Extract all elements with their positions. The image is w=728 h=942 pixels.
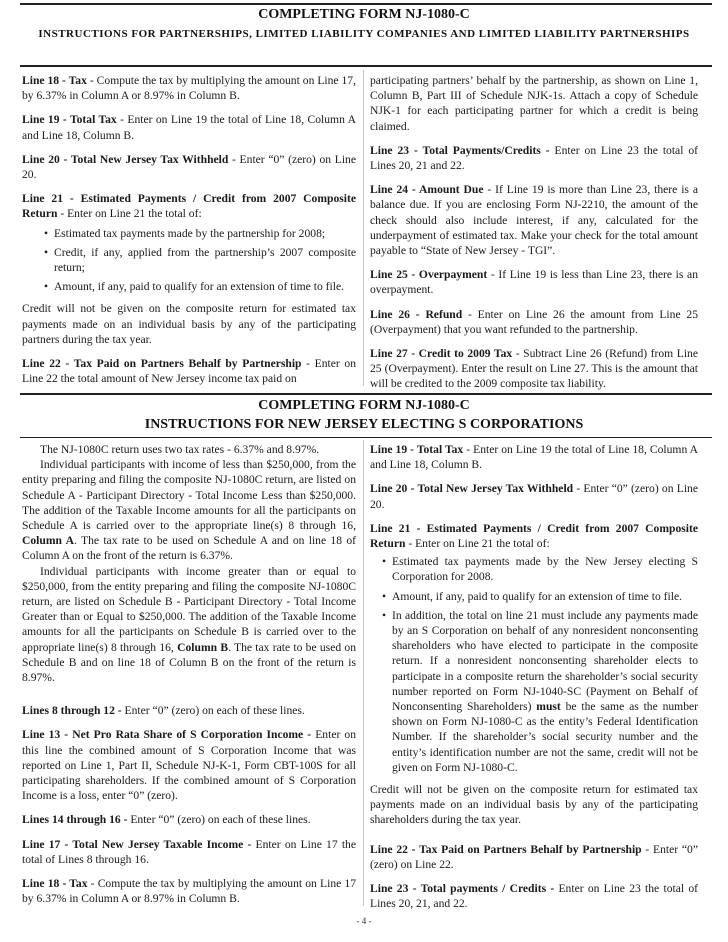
s2-line20: Line 20 - Total New Jersey Tax Withheld - Enter “0” (zero) on Line 20. [370,482,698,511]
section2-right-column [370,442,698,911]
section1-column-divider [363,70,364,386]
list-item: • Estimated tax payments made by the New Jersey electing S Corporation for 2008. [382,554,698,584]
s1-line27: Line 27 - Credit to 2009 Tax - Subtract Line 26 (Refund) from Line 25 (Overpayment). Enter the result on Line 27. This is the amount that will be credited to the 2009 composite tax liability. [370,347,698,391]
list-item: • Amount, if any, paid to qualify for an extension of time to file. [44,279,356,294]
section2-header-rule [20,437,712,438]
section2-title: COMPLETING FORM NJ-1080-C [258,398,470,413]
s1-line23: Line 23 - Total Payments/Credits - Enter on Line 23 the total of Lines 20, 21 and 22. [370,143,698,173]
s2-intro-schedule-b: Individual participants with income greater than or equal to $250,000, from the entity preparing and filing the composite NJ-1080C return, are listed on Schedule B - Participant Directory - Total Income Greater than or Equal to $250,000. The addition of the Taxable Income amounts for all the participants on Schedule B is carried over to the appropriate line(s) 8 through 16, Column B. The tax rate to be used on Schedule B and on line 18 of Column B on the front of the return is 8.97%. [22,564,356,685]
s2-intro-rates: The NJ-1080C return uses two tax rates - 6.37% and 8.97%. [40,443,320,456]
section2-subtitle: INSTRUCTIONS FOR NEW JERSEY ELECTING S CORPORATIONS [144,417,584,432]
section1-right-column [370,73,698,392]
list-item: • Amount, if any, paid to qualify for an extension of time to file. [382,589,698,604]
list-item: • In addition, the total on line 21 must include any payments made by an S Corporation on behalf of any nonresident nonconsenting shareholders who have elected to participate in the composite return. If a nonresident nonconsenting shareholder elects to participate in a composite return the shareholder’s social security number reported on Form NJ-1040-SC (Payment on Behalf of Nonconsenting Shareholders) must be the same as the number shown on Form NJ-1080-C as the entity’s Federal Identification Number. If the shareholder’s social security number and the entity’s identification number are not the same, credit will not be given on Form NJ-1080-C. [382,608,698,775]
s1-line20: Line 20 - Total New Jersey Tax Withheld - Enter “0” (zero) on Line 20. [22,152,356,182]
s2-intro-schedule-a: Individual participants with income of less than $250,000, from the entity preparing and filing the composite NJ-1080C return, are listed on Schedule A - Participant Directory - Total Income Less than $250,000. The addition of the Taxable Income amounts for all the participants on Schedule A is carried over to the appropriate line(s) 8 through 16, Column A. The tax rate to be used on Schedule A and on line 18 of Column A on the front of the return is 6.37%. [22,458,356,563]
s1-credit-note: Credit will not be given on the composite return for estimated tax payments made on an individual basis by any of the participating partners during the tax year. [22,302,356,346]
s1-line26: Line 26 - Refund - Enter on Line 26 the amount from Line 25 (Overpayment) that you want refunded to the partnership. [370,307,699,336]
s2-line13: Line 13 - Net Pro Rata Share of S Corporation Income - Enter on this line the combined amount of S Corporation Income that was reported on Line 1, Part II, Schedule NJ-K-1, Form CBT-100S for all participating shareholders. If the combined amount of S Corporation Income is a loss, enter “0” (zero). [22,728,356,803]
s2-line21: Line 21 - Estimated Payments / Credit from 2007 Composite Return - Enter on Line 21 the total of: [370,521,698,551]
section1-header-rule [20,65,712,67]
list-item: • Estimated tax payments made by the partnership for 2008; [44,226,356,241]
s2-line22: Line 22 - Tax Paid on Partners Behalf by Partnership - Enter “0” (zero) on Line 22. [370,842,698,871]
s2-line21-bullets [370,554,698,775]
s1-line18: Line 18 - Tax - Compute the tax by multiplying the amount on Line 17, by 6.37% in Column A or 8.97% in Column B. [22,74,356,103]
s1-line25: Line 25 - Overpayment - If Line 19 is less than Line 23, there is an overpayment. [370,268,698,297]
s2-line17: Line 17 - Total New Jersey Taxable Income - Enter on Line 17 the total of Lines 8 through 16. [22,837,356,866]
s1-line22-continued: participating partners’ behalf by the partnership, as shown on Line 1, Column B, Part III of Schedule NJK-1s. Attach a copy of Schedule NJK-1 for each participating partner for which a credit is being claimed. [370,74,698,133]
section2-column-divider [363,440,364,906]
section1-left-column [22,73,360,386]
s2-lines8-12: Lines 8 through 12 - Enter “0” (zero) on each of these lines. [22,704,305,718]
s1-line22: Line 22 - Tax Paid on Partners Behalf by Partnership - Enter on Line 22 the total amount of New Jersey income tax paid on [22,357,356,386]
s1-line21: Line 21 - Estimated Payments / Credit from 2007 Composite Return - Enter on Line 21 the total of: [22,192,356,221]
s1-line19: Line 19 - Total Tax - Enter on Line 19 the total of Line 18, Column A and Line 18, Column B. [22,113,356,142]
s2-line19: Line 19 - Total Tax - Enter on Line 19 the total of Line 18, Column A and Line 18, Column B. [370,443,698,472]
list-item: • Credit, if any, applied from the partnership’s 2007 composite return; [44,245,356,275]
s2-line18: Line 18 - Tax - Compute the tax by multiplying the amount on Line 17 by 6.37% in Column A or 8.97% in Column B. [22,877,357,906]
s2-credit-note: Credit will not be given on the composite return for estimated tax payments made on an individual basis by any of the participating shareholders during the tax year. [370,783,698,827]
page-number: - 4 - [356,916,372,926]
s2-lines14-16: Lines 14 through 16 - Enter “0” (zero) on each of these lines. [22,813,311,827]
section2-top-rule [20,393,712,395]
section2-left-column [22,442,360,906]
s2-line23: Line 23 - Total payments / Credits - Enter on Line 23 the total of Lines 20, 21, and 22. [370,882,698,911]
s1-line24: Line 24 - Amount Due - If Line 19 is more than Line 23, there is a balance due. If you are enclosing Form NJ-2210, the amount of the check should also include interest, if any, calculated for the underpayment of estimated tax. Make your check for the total amount payable to “State of New Jersey - TGI”. [370,183,698,258]
section1-title: COMPLETING FORM NJ-1080-C [258,7,470,22]
section1-subtitle: INSTRUCTIONS FOR PARTNERSHIPS, LIMITED LIABILITY COMPANIES AND LIMITED LIABILITY PARTNERSHIPS [38,28,690,40]
top-rule [20,3,712,5]
s1-line21-bullets [22,226,356,295]
